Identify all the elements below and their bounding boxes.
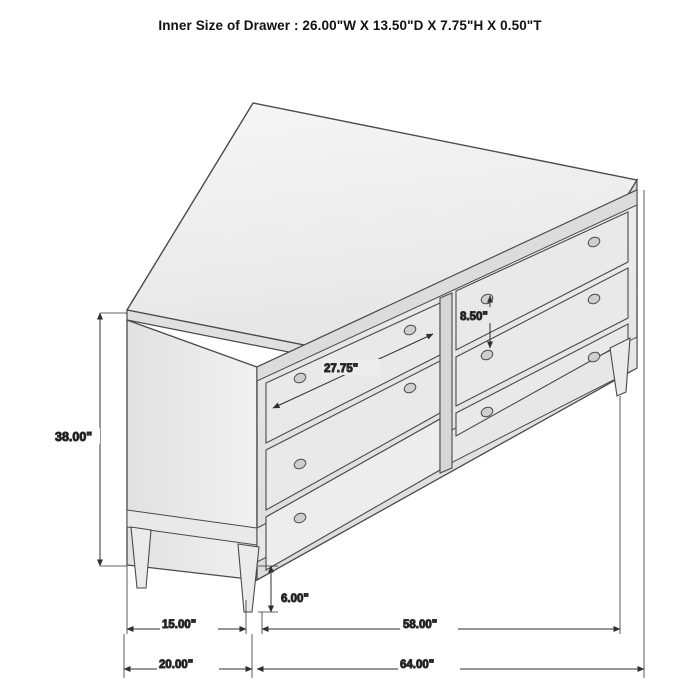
leg-right-front — [610, 338, 630, 396]
dim-label-toe-height: 6.00" — [281, 593, 309, 605]
dim-label-drawer-front-height: 8.50" — [460, 311, 488, 323]
dim-label-side-depth-top: 15.00" — [162, 619, 197, 631]
leg-center-front — [238, 544, 259, 612]
dim-label-front-width: 58.00" — [403, 619, 438, 631]
dim-label-drawer-front-width: 27.75" — [324, 363, 359, 375]
dim-label-overall-width: 64.00" — [400, 659, 435, 671]
dim-label-height: 38.00" — [55, 430, 93, 444]
page-title: Inner Size of Drawer : 26.00"W X 13.50"D X 7.75"H X 0.50"T — [158, 18, 542, 33]
dim-label-side-depth-bottom: 20.00" — [159, 659, 194, 671]
leg-front-left — [131, 527, 151, 588]
dresser-center-stile — [440, 293, 452, 473]
